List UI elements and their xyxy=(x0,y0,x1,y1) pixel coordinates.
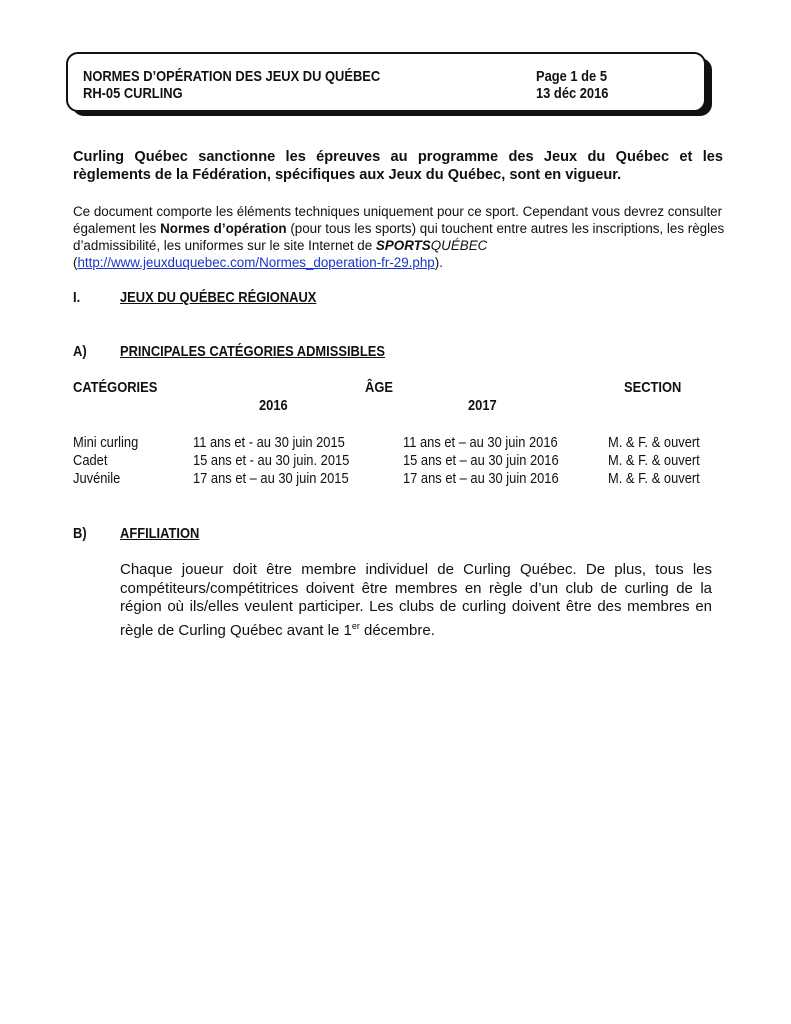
header-date: 13 déc 2016 xyxy=(536,85,609,102)
header-year-2016: 2016 xyxy=(259,397,288,414)
row-category: Mini curling xyxy=(73,434,139,451)
row-age-2017: 15 ans et – au 30 juin 2016 xyxy=(403,452,559,469)
row-category: Cadet xyxy=(73,452,108,469)
row-age-2017: 11 ans et – au 30 juin 2016 xyxy=(403,434,558,451)
row-section: M. & F. & ouvert xyxy=(608,434,700,451)
row-age-2016: 17 ans et – au 30 juin 2015 xyxy=(193,470,349,487)
section-a-number: A) xyxy=(73,343,87,360)
intro-paragraph: Ce document comporte les éléments techniques uniquement pour ce sport. Cependant vous devrez consulter également les Normes d’opération (pour tous les sports) qui touchent entre autres les inscriptions, les règles d’admissibilité, les uniformes sur le site Internet de SPORTSQUÉBEC (http://www.jeuxduquebec.com/Normes_doperation-fr-29.php). xyxy=(73,204,725,270)
header-age: ÂGE xyxy=(365,379,393,396)
section-b-number: B) xyxy=(73,525,87,542)
row-age-2016: 11 ans et - au 30 juin 2015 xyxy=(193,434,345,451)
row-category: Juvénile xyxy=(73,470,121,487)
normes-link[interactable]: http://www.jeuxduquebec.com/Normes_doperation-fr-29.php xyxy=(77,255,435,270)
section-1-number: I. xyxy=(73,289,81,306)
header-categories: CATÉGORIES xyxy=(73,379,158,396)
section-1-title: JEUX DU QUÉBEC RÉGIONAUX xyxy=(120,289,317,306)
header-page-number: Page 1 de 5 xyxy=(536,68,607,85)
document-header xyxy=(66,52,706,112)
intro-bold-paragraph: Curling Québec sanctionne les épreuves au programme des Jeux du Québec et les règlements de la Fédération, spécifiques aux Jeux du Québec, sont en vigueur. xyxy=(73,149,723,183)
header-title: NORMES D’OPÉRATION DES JEUX DU QUÉBEC xyxy=(83,68,381,85)
row-age-2017: 17 ans et – au 30 juin 2016 xyxy=(403,470,559,487)
affiliation-paragraph: Chaque joueur doit être membre individuel de Curling Québec. De plus, tous les compétiteurs/compétitrices doivent être membres en règle d’un club de curling de la région où ils/elles veulent participer. Les clubs de curling doivent être des membres en règle de Curling Québec avant le 1er décembre. xyxy=(120,561,712,639)
section-a-title: PRINCIPALES CATÉGORIES ADMISSIBLES xyxy=(120,343,385,360)
header-year-2017: 2017 xyxy=(468,397,497,414)
header-subtitle: RH-05 CURLING xyxy=(83,85,183,102)
header-section: SECTION xyxy=(624,379,682,396)
row-section: M. & F. & ouvert xyxy=(608,470,700,487)
section-b-title: AFFILIATION xyxy=(120,525,200,542)
row-age-2016: 15 ans et - au 30 juin. 2015 xyxy=(193,452,350,469)
row-section: M. & F. & ouvert xyxy=(608,452,700,469)
